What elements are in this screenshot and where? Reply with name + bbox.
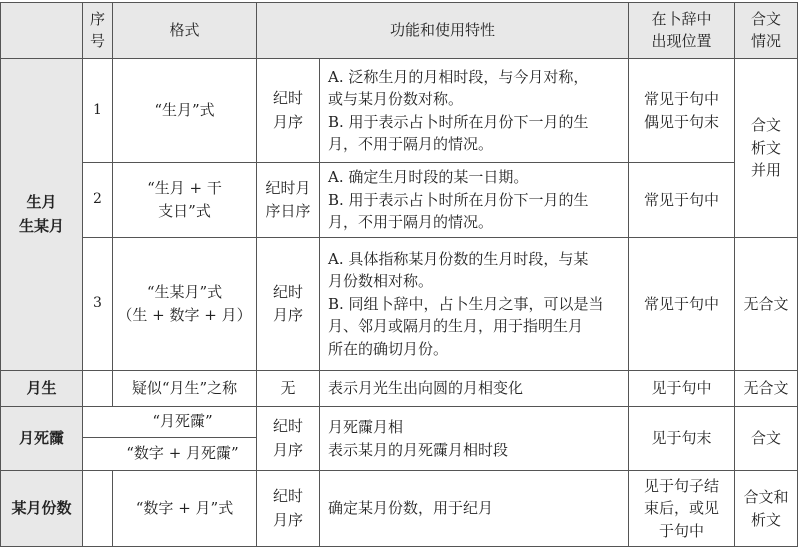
record-cell: 纪时月 序日序: [257, 163, 320, 238]
combined-cell: 合文 析文 并用: [735, 59, 798, 238]
header-row: [1, 3, 798, 59]
combined-cell: 无合文: [735, 238, 798, 371]
table-row: [1, 163, 798, 238]
header-function: 功能和使用特性: [257, 3, 629, 59]
position-cell: 常见于句中: [629, 238, 735, 371]
function-cell: A. 泛称生月的月相时段，与今月对称， 或与某月份数对称。 B. 用于表示占卜时所在月份下一月的生 月，不用于隔月的情况。: [320, 59, 629, 163]
record-cell: 纪时 月序: [257, 471, 320, 547]
table-row: [1, 371, 798, 407]
function-cell: A. 确定生月时段的某一日期。 B. 用于表示占卜时所在月份下一月的生 月，不用于隔月的情况。: [320, 163, 629, 238]
record-cell: 纪时 月序: [257, 407, 320, 471]
table-row: [1, 238, 798, 371]
format-cell: “生月”式: [113, 59, 257, 163]
term-cell-yuesheng: 月生: [1, 371, 83, 407]
format-cell: “月死䨯”: [83, 407, 257, 438]
format-cell: “数字 + 月死䨯”: [83, 438, 257, 471]
position-cell: 见于句末: [629, 407, 735, 471]
lunar-phase-table: [0, 2, 798, 547]
header-number: 序 号: [83, 3, 113, 59]
position-cell: 常见于句中 偶见于句末: [629, 59, 735, 163]
function-cell: 确定某月份数，用于纪月: [320, 471, 629, 547]
number-cell: 1: [83, 59, 113, 163]
table-row: [1, 471, 798, 547]
position-cell: 见于句中: [629, 371, 735, 407]
combined-cell: 合文和 析文: [735, 471, 798, 547]
format-cell: “生月 + 干 支日”式: [113, 163, 257, 238]
format-cell: “生某月”式 （生 + 数字 + 月）: [113, 238, 257, 371]
term-cell-yuesipo: 月死䨯: [1, 407, 83, 471]
function-cell: A. 具体指称某月份数的生月时段，与某 月份数相对称。 B. 同组卜辞中，占卜生月之事，可以是当 月、邻月或隔月的生月，用于指明生月 所在的确切月份。: [320, 238, 629, 371]
record-cell: 纪时 月序: [257, 59, 320, 163]
header-position: 在卜辞中 出现位置: [629, 3, 735, 59]
table-row: [1, 59, 798, 163]
table-row: [1, 407, 798, 438]
header-format: 格式: [113, 3, 257, 59]
record-cell: 无: [257, 371, 320, 407]
term-cell-mouyuefenshu: 某月份数: [1, 471, 83, 547]
number-cell: [83, 371, 113, 407]
number-cell: [83, 471, 113, 547]
function-cell: 月死䨯月相 表示某月的月死䨯月相时段: [320, 407, 629, 471]
position-cell: 见于句子结 束后，或见 于句中: [629, 471, 735, 547]
combined-cell: 合文: [735, 407, 798, 471]
format-cell: “数字 + 月”式: [113, 471, 257, 547]
header-term: [1, 3, 83, 59]
record-cell: 纪时 月序: [257, 238, 320, 371]
term-cell-shengyue: 生月 生某月: [1, 59, 83, 371]
format-cell: 疑似“月生”之称: [113, 371, 257, 407]
combined-cell: 无合文: [735, 371, 798, 407]
number-cell: 2: [83, 163, 113, 238]
header-combined: 合文 情况: [735, 3, 798, 59]
position-cell: 常见于句中: [629, 163, 735, 238]
number-cell: 3: [83, 238, 113, 371]
function-cell: 表示月光生出向圆的月相变化: [320, 371, 629, 407]
